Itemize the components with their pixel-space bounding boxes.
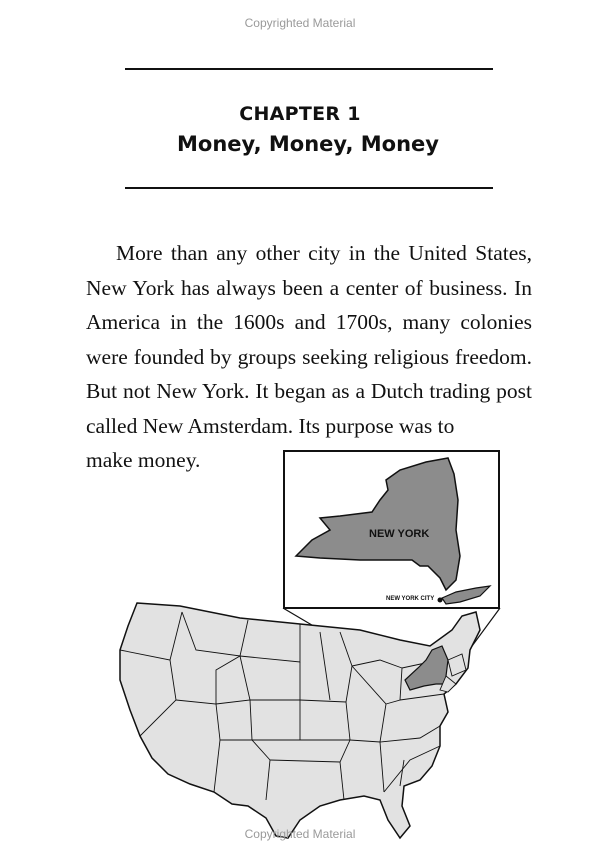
long-island-shape: [442, 586, 490, 604]
copyright-watermark-top: Copyrighted Material: [244, 16, 356, 30]
chapter-number: CHAPTER 1: [239, 103, 361, 125]
body-last-line: make money.: [86, 448, 201, 472]
chapter-title: Money, Money, Money: [177, 132, 439, 156]
nyc-marker: [438, 598, 443, 603]
new-york-inset-shape: [296, 458, 460, 590]
body-paragraph: More than any other city in the United States, New York has always been a center of business. In America in the 1600s and 1700s, many colonies were founded by groups seeking religious freedom. But not New York. It began as a Dutch trading post called New Amsterdam. Its purpose was to: [86, 241, 532, 438]
copyright-watermark-bottom: Copyrighted Material: [244, 827, 356, 841]
inset-city-label: NEW YORK CITY: [386, 596, 435, 602]
inset-state-label: NEW YORK: [369, 528, 430, 540]
